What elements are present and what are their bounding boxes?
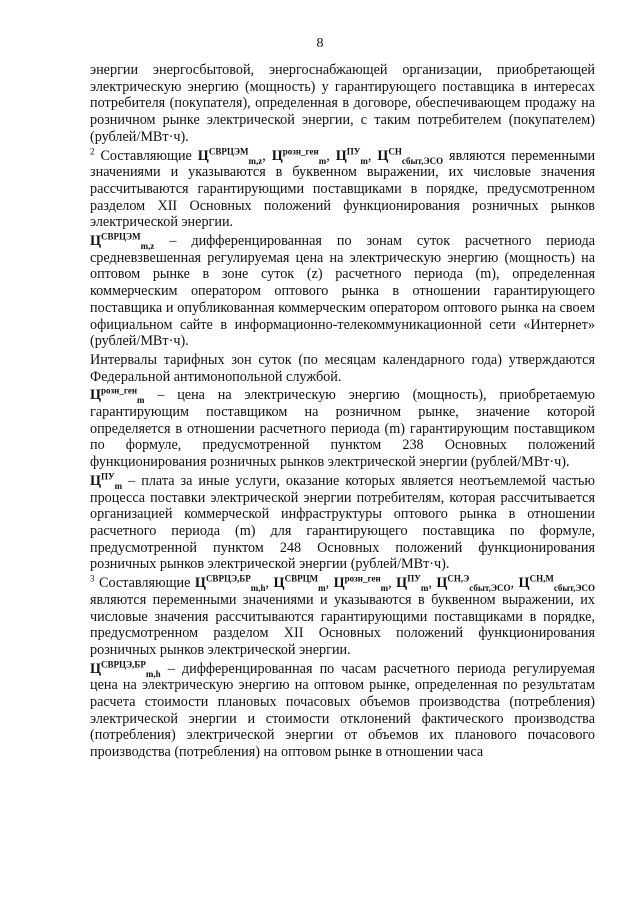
- definition-rozn-gen: [90, 387, 595, 471]
- symbol-pu: $Ц^{ПУ}_m$: [335, 145, 368, 166]
- footnote-lead: Составляющие: [100, 147, 192, 164]
- paragraph-intervals: Интервалы тарифных зон суток (по месяцам календарного года) утверждаются Федеральной антимонопольной службой.: [90, 351, 595, 385]
- definition-text: – дифференцированная по зонам суток расчетного периода средневзвешенная регулируемая цена на электрическую энергию (мощность) на оптовом рынке в зоне суток (z) расчетного периода (m), определенная коммерческим оператором оптового рынка в отношении гарантирующего поставщика и опубликованная коммерческим оператором оптового рынка на своем официальном сайте в информационно-телекоммуникационной сети «Интернет» (рублей/МВт·ч).: [90, 233, 596, 350]
- symbol-sn: $Ц^{СН}_{сбыт,ЭСО}$: [377, 145, 444, 166]
- footnote-mark: 3: [90, 573, 95, 584]
- paragraph-continuation: энергии энергосбытовой, энергоснабжающей организации, приобретающей электрическую энергию (мощность) у гарантирующего поставщика в интересах потребителя (покупателя), определенная в договоре, обеспечивающем продажу на розничном рынке электрической энергии, с таким потребителем (покупателем) (рублей/МВт·ч).: [90, 62, 595, 145]
- footnote-text: являются переменными значениями и указываются в буквенном выражении, их числовые значения рассчитываются гарантирующими поставщиками в порядке, предусмотренном разделом XII Основных положений функционирования розничных рынков электрической энергии.: [90, 591, 595, 658]
- symbol-tsvrtse-br: $Ц^{СВРЦЭ,БР}_{m,h}$: [194, 573, 266, 593]
- page-number: 8: [316, 36, 324, 51]
- footnote-2: $^2$ Составляющие $Ц^{СВРЦЭМ}_{m,z}$, $Ц^{розн\_ген}_m$, $Ц^{ПУ}_m$, $Ц^{СН}_{сбыт,ЭСО}$ являются переменными значениями и указываются в буквенном выражении, их числовые значения рассчитываются гарантирующими поставщиками в порядке, предусмотренном разделом XII Основных положений функционирования розничных рынков электрической энергии.: [90, 145, 596, 231]
- symbol-tsvrtse-br: $Ц^{СВРЦЭ,БР}_{m,h}$: [90, 658, 161, 679]
- symbol-sn-e: $Ц^{СН,Э}_{сбыт,ЭСО}$: [436, 573, 511, 593]
- symbol-pu: $Ц^{ПУ}_m$: [396, 573, 429, 593]
- definition-pu: [90, 473, 595, 573]
- footnote-text: являются переменными значениями и указываются в буквенном выражении, их числовые значения рассчитываются гарантирующими поставщиками в порядке, предусмотренном разделом XII Основных положений функционирования розничных рынков электрической энергии.: [90, 147, 596, 231]
- symbol-rozn-gen: $Ц^{розн\_ген}_m$: [90, 385, 145, 406]
- document-body: [90, 62, 595, 763]
- symbol-sn-m: $Ц^{СН,М}_{сбыт,ЭСО}$: [518, 573, 596, 593]
- definition-text: – цена на электрическую энергию (мощность), приобретаемую гарантирующим поставщиком на розничном рынке, значение которой определяется в отношении расчетного периода (m) гарантирующим поставщиком по формуле, предусмотренной пунктом 238 Основных положений функционирования розничных рынков электрической энергии (рублей/МВт·ч).: [90, 387, 595, 471]
- footnote-lead: Составляющие: [98, 575, 191, 592]
- symbol-rozn-gen: $Ц^{розн\_ген}_m$: [333, 573, 389, 593]
- symbol-tsvrtsem: $Ц^{СВРЦЭМ}_{m,z}$: [90, 231, 155, 251]
- symbol-rozn-gen: $Ц^{розн\_ген}_m$: [271, 145, 327, 166]
- footnote-3: $^3$ Составляющие $Ц^{СВРЦЭ,БР}_{m,h}$, $Ц^{СВРЦМ}_m$, $Ц^{розн\_ген}_m$, $Ц^{ПУ}_m$, $Ц^{СН,Э}_{сбыт,ЭСО}$, $Ц^{СН,М}_{сбыт,ЭСО}$ являются переменными значениями и указываются в буквенном выражении, их числовые значения рассчитываются гарантирующими поставщиками в порядке, предусмотренном разделом XII Основных положений функционирования розничных рынков электрической энергии.: [90, 573, 596, 658]
- definition-tsvrtsem: [90, 233, 595, 350]
- definition-text: – дифференцированная по часам расчетного периода регулируемая цена на электрическую энергию на оптовом рынке, определенная по результатам расчета стоимости плановых почасовых объемов производства (потребления) электрической энергии и стоимости отклонений фактического производства (потребления) электрической энергии от объемов их планового почасового производства (потребления) на оптовом рынке в отношении часа: [90, 660, 596, 761]
- definition-tsvrtse-br: [90, 658, 596, 761]
- footnote-mark: 2: [90, 145, 95, 156]
- symbol-pu: $Ц^{ПУ}_m$: [90, 471, 123, 491]
- symbol-tsvrtsm: $Ц^{СВРЦМ}_m$: [273, 573, 326, 593]
- symbol-tsvrtsem: $Ц^{СВРЦЭМ}_{m,z}$: [197, 145, 263, 166]
- definition-text: – плата за иные услуги, оказание которых является неотъемлемой частью процесса поставки электрической энергии потребителям, которая рассчитывается организацией коммерческой инфраструктуры оптового рынка в отношении расчетного периода (m) для гарантирующего поставщика по формуле, предусмотренной пунктом 248 Основных положений функционирования розничных рынков электрической энергии (рублей/МВт·ч).: [90, 472, 596, 573]
